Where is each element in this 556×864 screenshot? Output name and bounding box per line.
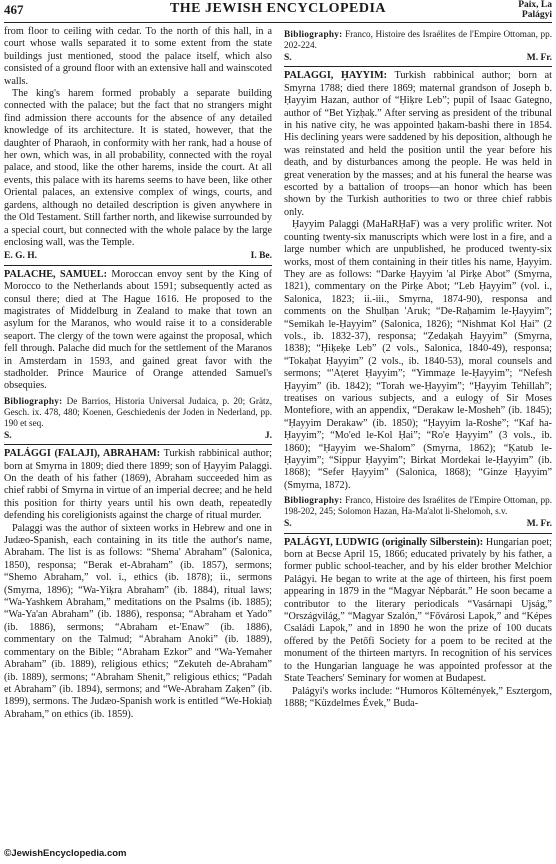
running-title: THE JEWISH ENCYCLOPEDIA [169, 1, 387, 16]
bibliography-text: Franco, Histoire des Israélites de l'Empire Ottoman, pp. 202-224. [284, 29, 552, 50]
entry-hayyim [284, 70, 552, 219]
paragraph: Palágyi's works include: “Humoros Költemények,” Esztergom, 1888; “Küzdelmes Évek,” Buda- [284, 685, 552, 709]
site-footer[interactable] [4, 848, 126, 859]
bibliography [284, 29, 552, 51]
copyright-icon: © [4, 848, 12, 859]
initials: S. [284, 53, 292, 63]
footer-link[interactable]: JewishEncyclopedia.com [11, 848, 127, 859]
paragraph: Palaggi was the author of sixteen works in Hebrew and one in Judæo-Spanish, each containing in its title the author's name, Abraham. The list is as follows: “Shema' Abraham” (Salonica, 1850), responsa; “Berak et-Abraham” (ib. 1857), sermons; “Shemo Abraham,” vol. i., ethics (ib. 1878); ii., sermons (Smyrna, 1896); “Wa-Yiḳra Abraham” (ib. 1884), ritual laws; “Wa-Yashkem Abraham,” meditations on the Psalms (ib. 1885); “Wa-Ya'an Abraham” (ib. 1886), responsa; “Abraham et Yado” (ib. 1886), sermons; “Abraham et-'Enaw” (ib. 1886), commentary on the Talmud; “Abraham Anoki” (ib. 1889), commentary on the Bible; “Abraham Ezkor” and “Wa-Yemaher Abraham” (ib. 1889), religious ethics; “Zekuteh de-Abraham” (ib. 1889), sermons; “Abraham Shenit,” religious ethics; “Padah et Abraham” (ib. 1894), sermons; and “We-Abraham Zaḳen” (ib. 1899), sermons. The Judæo-Spanish work is entitled “We-Hokiaḥ Abraham,” on ethics (ib. 1859). [4, 522, 272, 720]
signature-line [284, 518, 552, 530]
initials: S. [4, 430, 12, 441]
entry-divider [284, 66, 552, 67]
entry-heading: PALÁGGI (FALAJI), ABRAHAM: [4, 448, 161, 460]
signature-line [4, 250, 272, 262]
entry-palache [4, 269, 272, 393]
entry-text: Hungarian poet; born at Becse April 15, 1866; educated privately by his father, a former public school-teacher, and by his elder brother Melchior Palágyi. He began to write at the age of thirteen, his first poem appearing in 1879 in the “Magyar Népbarát.” He soon became a contributor to the literary periodicals “Vasárnapi Ujság,” “Országvilág,” “Magyar Szalón,” “Fővárosi Lapok,” and “Képes Családi Lapok,” and in 1890 he won the prize of 100 ducats offered by the Petőfi Society for a poem to be recited at the monument of the thirteen martyrs. In recognition of his services to the Hungarian language he was appointed professor at the State Teachers' Seminary for women at Budapest. [284, 536, 552, 685]
bibliography-label: Bibliography: [284, 495, 343, 506]
left-column [4, 26, 272, 848]
right-column [284, 26, 552, 848]
entry-divider [284, 533, 552, 534]
entry-text: Turkish rabbinical author; born at Smyrna 1788; died there 1869; maternal grandson of Joseph b. Ḥayyim Hazan, author of “Ḥiḳre Leb”; pupil of Isaac Gategno, author of “Bet Yiẓḥaḳ.” After serving as president of the tribunal in his native city, he was appointed ḥakam-bashi there in 1854. His declining years were saddened by his deposition, although he was reinstated and held the position until the year before his death, and by disturbances among the people. He was held in great veneration by the masses; and at his funeral the hearse was escorted by a battalion of troops—an honor which has been shown by the Turkish authorities to two or three chief rabbis only. [284, 70, 552, 218]
page-header [4, 0, 552, 23]
entry-abraham [4, 448, 272, 522]
bibliography [4, 396, 272, 429]
signature-line [4, 430, 272, 442]
paragraph: Ḥayyim Palaggi (MaHaRḤaF) was a very prolific writer. Not counting twenty-six manuscripts which were lost in a fire, and a large number which are unpublished, he produced twenty-six works, most of them containing in their titles his name, Ḥayyim. They are as follows: “Darke Ḥayyim 'al Pirḳe Abot” (Smyrna, 1821), commentary on the Pirḳe Abot; “Leb Ḥayyim” (vol. i., Salonica, 1823; ii.-iii., Smyrna, 1874-90), responsa and comments on the Shulḥan 'Aruk; “De-Raḥamim le-Ḥayyim”; “Semikah le-Ḥayyim” (Salonica, 1826); “Nishmat Kol Ḥai” (2 vols., ib. 1832-37), responsa; “Ẓedaḳah Ḥayyim” (Smyrna, 1838); “Ḥiḳeḳe Leb” (2 vols., Salonica, 1840-49), responsa; “Tokaḥat Ḥayyim” (2 vols., ib. 1840-53), moral counsels and sermons; “'Aṭeret Ḥayyim”; “Yimmaẓe le-Ḥayyim”; “Nefesh Ḥayyim” (ib. 1842); “Torah we-Ḥayyim”; “Ḥayyim Tehillah”; treatises on various subjects, and a eulogy of Sir Moses Montefiore, with an appendix, “Derakaw le-Mosheh” (ib. 1845); “Ḥayyim Derakaw” (ib. 1850); “Ḥayyim la-Roshe”; “Kaf ha-Ḥayyim”; “Mo'ed le-Kol Ḥai”; “Ro'e Ḥayyim” (3 vols., ib. 1860); “Ḥayyim we-Shalom” (Smyrna, 1862); “Ḳatub le-Ḥayyim”; “Sippur Ḥayyim”; Birkat Mordekai le-Ḥayyim” (ib. 1868); “Sefer Ḥayyim” (Salonica, 1868); “Ginze Ḥayyim” (Smyrna, 1872). [284, 219, 552, 491]
entry-text: Moroccan envoy sent by the King of Morocco to the Netherlands about 1591; subsequently acted as consul there; died at The Hague 1616. He proposed to the magistrates of Middelburg in Zealand to make that town an asylum for the Maranos, who would raise it to a considerable seaport. The clergy of the town were against the proposal, which fell through. Palache did much for the settlement of the Maranos in Amsterdam in 1593, and gained great favor with the stadholder. Prince Maurice of Orange attended Samuel's obsequies. [4, 268, 272, 392]
author-initials: J. [264, 430, 272, 441]
entry-heading: PALAGGI, ḤAYYIM: [284, 70, 388, 82]
initials: E. G. H. [4, 251, 37, 262]
bibliography-label: Bibliography: [284, 29, 343, 39]
entry-ludwig [284, 537, 552, 686]
author-initials: I. Be. [250, 251, 272, 262]
entry-divider [4, 265, 272, 266]
guide-word-last: Palágyi [521, 10, 552, 20]
entry-text: Turkish rabbinical author; born at Smyrna in 1809; died there 1899; son of Ḥayyim Palaggi. On the death of his father (1869), Abraham succeeded him as chief rabbi of Smyrna in virtue of an imperial decree; and he held this position for thirty years until his own death, repeatedly defending his coreligionists against the charge of ritual murder. [4, 448, 272, 522]
page-number: 467 [4, 2, 24, 17]
author-initials: M. Fr. [526, 53, 552, 63]
entry-divider [4, 444, 272, 445]
guide-word-first: Paix, La [518, 0, 552, 10]
author-initials: M. Fr. [526, 519, 552, 530]
entry-heading: PALÁGYI, LUDWIG (originally Silberstein): [284, 536, 484, 548]
bibliography [284, 495, 552, 517]
initials: S. [284, 519, 292, 530]
bibliography-text: Franco, Histoire des Israélites de l'Empire Ottoman, pp. 198-202, 245; Solomon Hazan, Ha-Ma'alot li-Shelomoh, s.v. [284, 495, 552, 517]
bibliography-label: Bibliography: [4, 395, 63, 406]
bibliography-text: De Barrios, Historia Universal Judaica, p. 20; Grätz, Gesch. ix. 478, 480; Koenen, Geschiedenis der Joden in Nederland, pp. 190 et seq. [4, 395, 272, 428]
guide-words [518, 0, 552, 20]
paragraph: from floor to ceiling with cedar. To the north of this hall, in a court whose walls separated it to some extent from the state buildings just mentioned, stood the palace itself, which also consisted of a ground floor with an extensive hall and wainscoted walls. [4, 26, 272, 87]
entry-heading: PALACHE, SAMUEL: [4, 268, 107, 280]
paragraph: The king's harem formed probably a separate building connected with the palace; but the fact that no strangers might find admission there accounts for the absence of any detailed knowledge of its architecture. It is stated, however, that the daughter of Pharaoh, in conformity with her rank, had a house of her own, which was, in all probability, connected with the royal palace, and stood, like the other harems, inside the court. At all events, this palace with its harems seems to have been, like other Oriental palaces, an extensive complex of wings, courts, and gardens, although no detailed description is given anywhere in the Old Testament. Still farther north, and likewise surrounded by a special court, but connected with the whole palace by the large enclosing wall, was the Temple. [4, 88, 272, 248]
signature-line [284, 52, 552, 64]
